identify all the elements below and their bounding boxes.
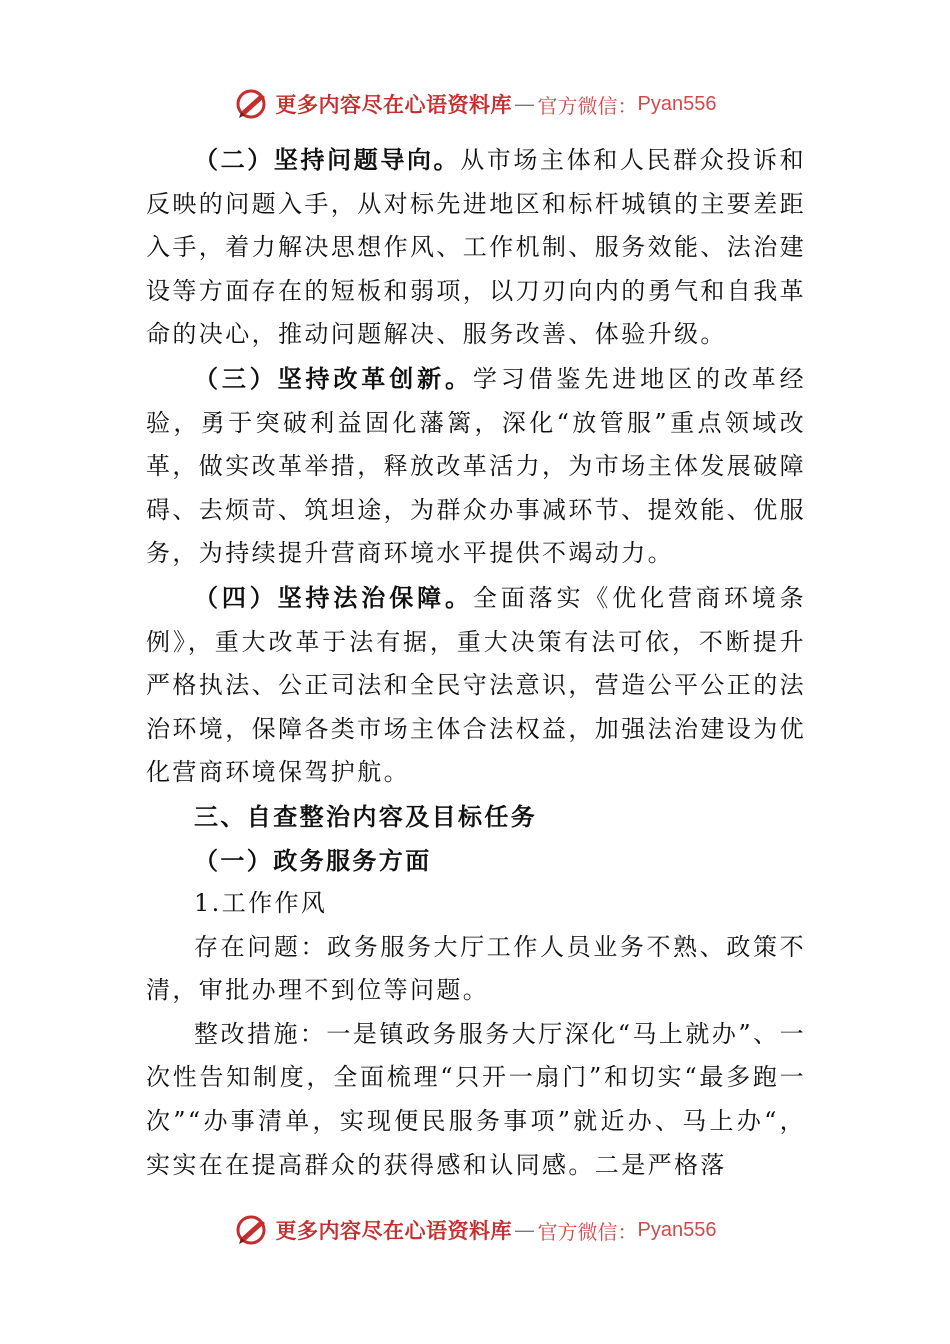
paragraph-heading: （四）坚持法治保障。 bbox=[194, 582, 473, 612]
paragraph-text: 全面落实《优化营商环境条例》，重大改革于法有据，重大决策有法可依，不断提升严格执法、公正司法和全民守法意识，营造公平公正的法治环境，保障各类市场主体合法权益，加强法治建设为优化营商环境保驾护航。 bbox=[146, 583, 806, 787]
banner-wechat-id: Pyan556 bbox=[637, 92, 717, 115]
section-heading: 三、自查整治内容及目标任务 bbox=[194, 801, 538, 831]
document-body bbox=[146, 138, 806, 1187]
banner-wechat-id: Pyan556 bbox=[637, 1218, 717, 1241]
measures-paragraph: 整改措施：一是镇政务服务大厅深化“马上就办”、一次性告知制度，全面梳理“只开一扇门”和切实“最多跑一次”“办事清单，实现便民服务事项”就近办、马上办“，实实在在提高群众的获得感和认同感。二是严格落 bbox=[146, 1019, 806, 1179]
problem-paragraph: 存在问题：政务服务大厅工作人员业务不熟、政策不清，审批办理不到位等问题。 bbox=[146, 932, 806, 1005]
banner-wechat-label: 官方微信： bbox=[537, 1219, 638, 1244]
paragraph-rule-of-law bbox=[146, 576, 806, 795]
pen-logo-icon bbox=[234, 1212, 270, 1248]
banner-site-text: 更多内容尽在心语资料库 bbox=[275, 92, 513, 117]
paragraph-problem-oriented bbox=[146, 138, 806, 357]
banner-wechat-label: 官方微信： bbox=[537, 93, 638, 118]
banner-site-text: 更多内容尽在心语资料库 bbox=[275, 1218, 513, 1243]
paragraph-heading: （二）坚持问题导向。 bbox=[194, 145, 461, 174]
watermark-banner-top bbox=[0, 82, 950, 126]
paragraph-text: 学习借鉴先进地区的改革经验，勇于突破利益固化藩篱，深化“放管服”重点领域改革，做实改革举措，释放改革活力，为市场主体发展破障碍、去烦苛、筑坦途，为群众办事减环节、提效能、优服务，为持续提升营商环境水平提供不竭动力。 bbox=[146, 364, 806, 568]
paragraph-text: 从市场主体和人民群众投诉和反映的问题入手，从对标先进地区和标杆城镇的主要差距入手，着力解决思想作风、工作机制、服务效能、法治建设等方面存在的短板和弱项，以刀刃向内的勇气和自我革命的决心，推动问题解决、服务改善、体验升级。 bbox=[146, 146, 807, 349]
subsection-heading: （一）政务服务方面 bbox=[194, 845, 432, 875]
paragraph-heading: （三）坚持改革创新。 bbox=[194, 363, 473, 393]
paragraph-reform-innovation bbox=[146, 357, 806, 576]
banner-separator: — bbox=[514, 92, 536, 116]
banner-separator: — bbox=[514, 1218, 536, 1242]
pen-logo-icon bbox=[234, 86, 270, 122]
item-heading: 1.工作作风 bbox=[194, 889, 328, 918]
watermark-banner-bottom bbox=[0, 1208, 950, 1252]
